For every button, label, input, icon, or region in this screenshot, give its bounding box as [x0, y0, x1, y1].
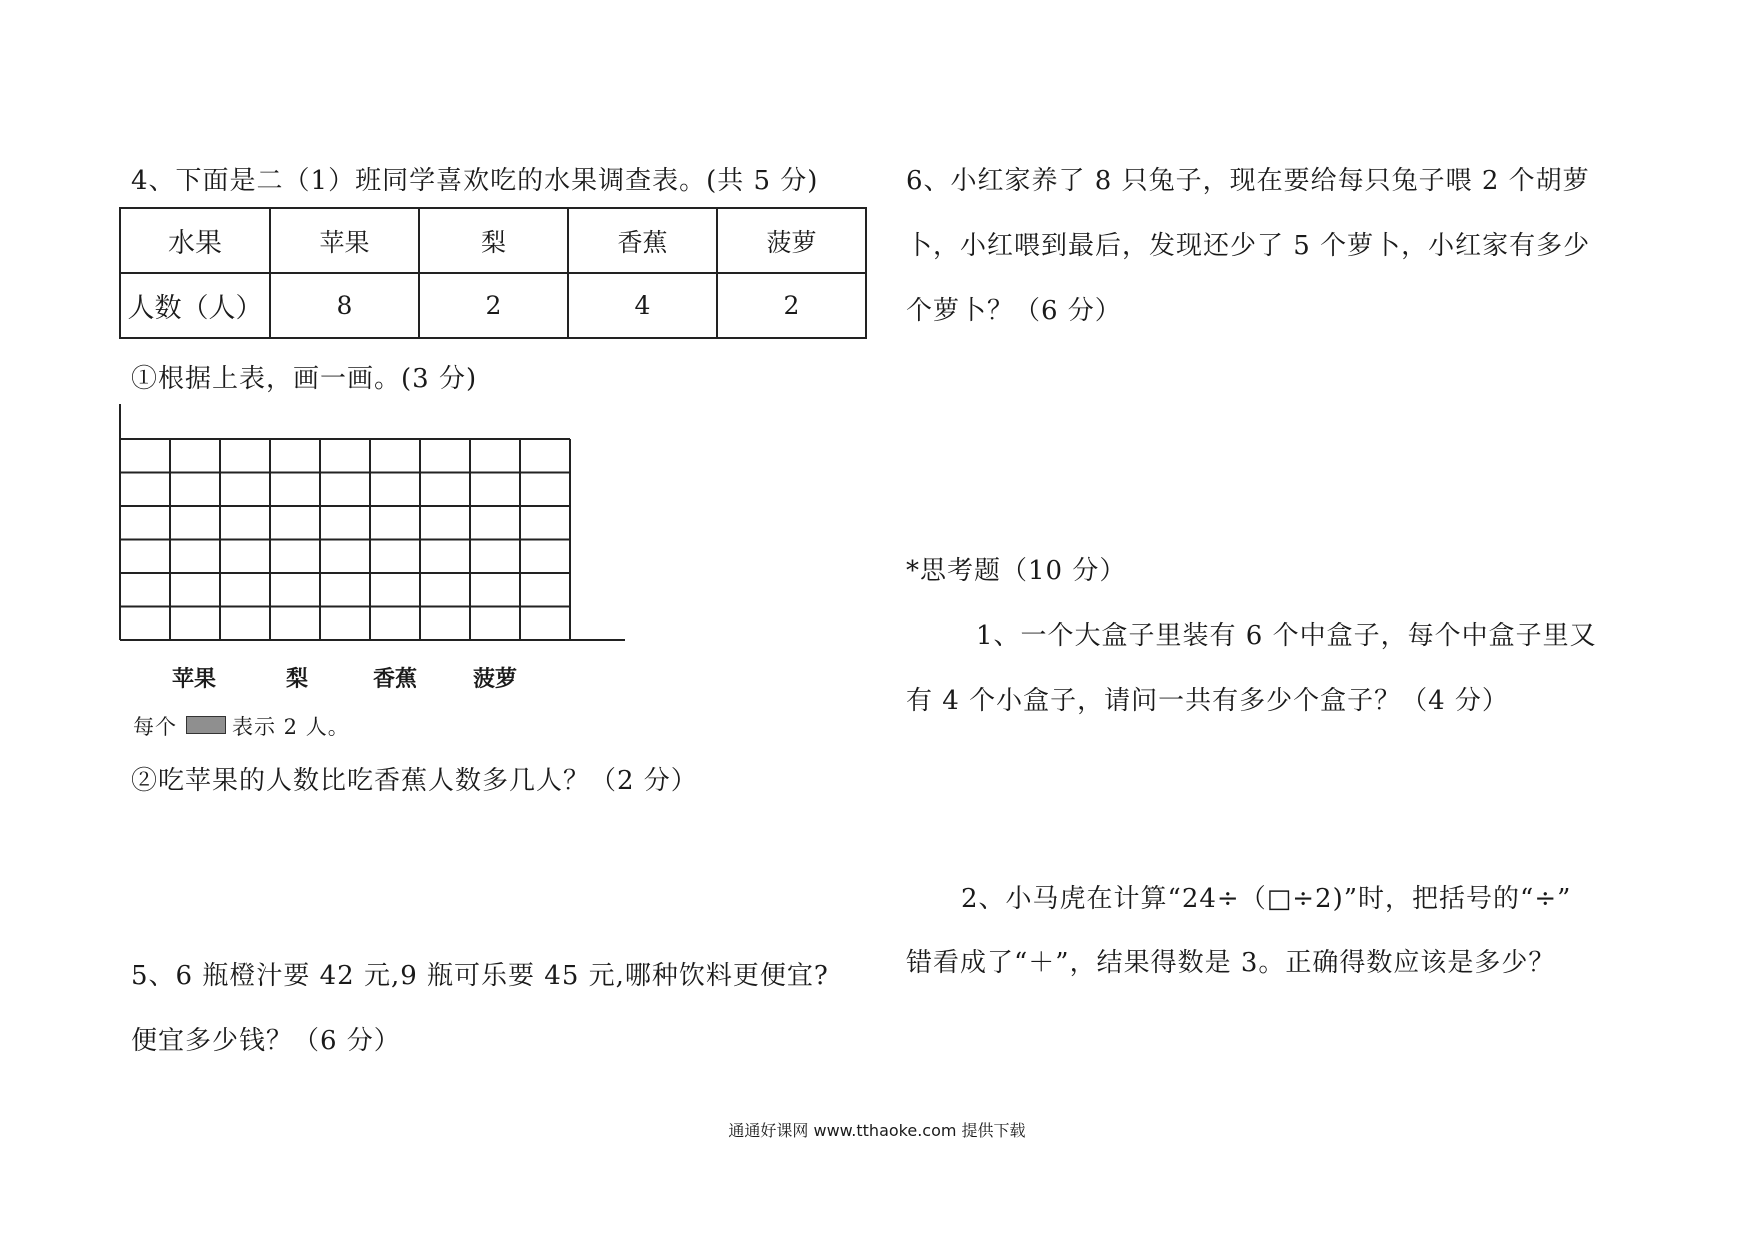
t2-line1: 2、小马虎在计算“24÷（□÷2)”时，把括号的“÷” [961, 884, 1572, 914]
q5-line2: 便宜多少钱？（6 分） [131, 1026, 401, 1056]
grid-label-pineapple: 菠萝 [473, 667, 518, 692]
table-cell: 菠萝 [717, 208, 866, 273]
q6-line2: 卜，小红喂到最后，发现还少了 5 个萝卜，小红家有多少 [906, 231, 1591, 261]
t2-line2: 错看成了“＋”，结果得数是 3。正确得数应该是多少？ [906, 948, 1556, 978]
table-cell: 梨 [419, 208, 568, 273]
grid-label-pear: 梨 [286, 667, 309, 692]
legend-prefix: 每个 [133, 715, 177, 739]
q4-title: 4、下面是二（1）班同学喜欢吃的水果调查表。(共 5 分) [131, 166, 819, 196]
think-title: *思考题（10 分） [906, 556, 1127, 586]
t1-line1: 1、一个大盒子里装有 6 个中盒子，每个中盒子里又 [976, 621, 1597, 651]
legend-swatch [186, 716, 226, 734]
legend-suffix: 表示 2 人。 [232, 715, 350, 739]
grid-label-apple: 苹果 [172, 667, 217, 692]
q5-line1: 5、6 瓶橙汁要 42 元,9 瓶可乐要 45 元,哪种饮料更便宜? [131, 961, 829, 991]
q6-line3: 个萝卜？（6 分） [906, 296, 1122, 326]
drawing-grid [0, 0, 700, 700]
table-cell: 8 [270, 273, 419, 338]
q4-part1: ①根据上表，画一画。(3 分) [131, 364, 478, 394]
table-cell: 4 [568, 273, 717, 338]
table-cell: 人数（人） [120, 273, 270, 338]
table-cell: 2 [419, 273, 568, 338]
q4-part2: ②吃苹果的人数比吃香蕉人数多几人？（2 分） [131, 766, 698, 796]
table-cell: 苹果 [270, 208, 419, 273]
table-cell: 2 [717, 273, 866, 338]
footer-credit: 通通好课网 www.tthaoke.com 提供下载 [728, 1121, 1026, 1140]
table-cell: 水果 [120, 208, 270, 273]
grid-label-banana: 香蕉 [373, 667, 418, 692]
table-cell: 香蕉 [568, 208, 717, 273]
t1-line2: 有 4 个小盒子，请问一共有多少个盒子？（4 分） [906, 686, 1509, 716]
q6-line1: 6、小红家养了 8 只兔子，现在要给每只兔子喂 2 个胡萝 [906, 166, 1590, 196]
